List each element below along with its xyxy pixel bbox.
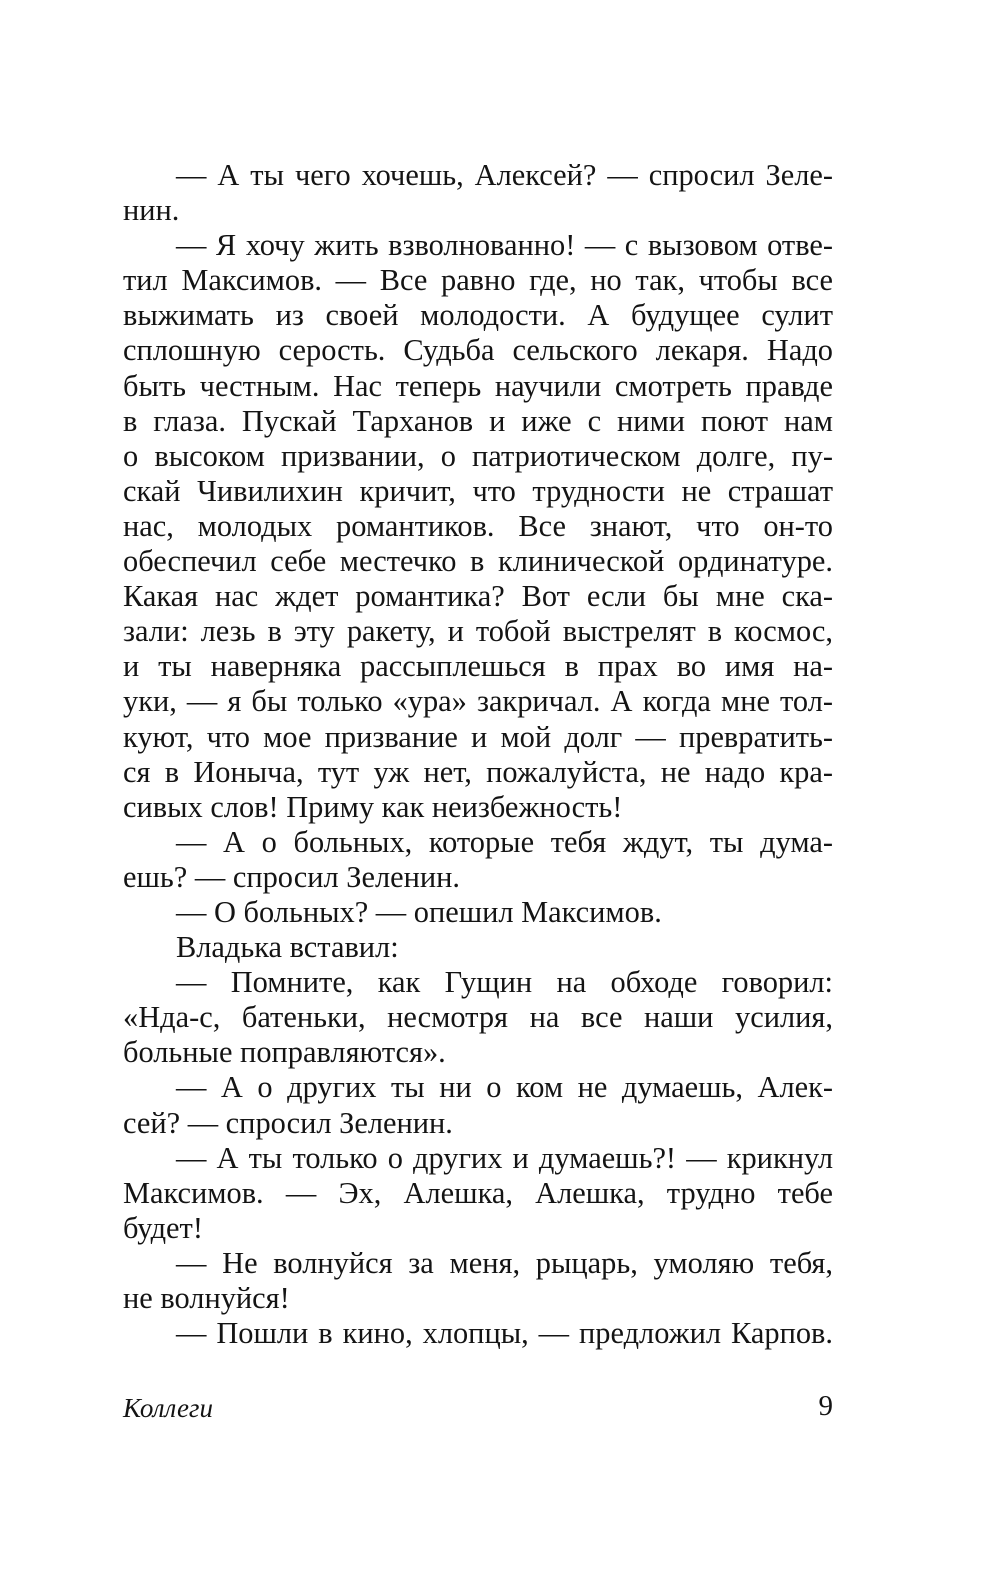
page-number: 9 (818, 1390, 833, 1422)
text-line: о высоком призвании, о патриотическом долге, пу- (123, 438, 833, 473)
text-line: быть честным. Нас теперь научили смотреть правде (123, 368, 833, 403)
text-line: ешь? — спросил Зеленин. (123, 859, 460, 894)
text-line: тил Максимов. — Все равно где, но так, чтобы все (123, 263, 833, 298)
text-line: сивых слов! Приму как неизбежность! (123, 789, 623, 824)
text-line: — Я хочу жить взволнованно! — с вызовом отве- (176, 228, 833, 263)
text-line: — Не волнуйся за меня, рыцарь, умоляю тебя, (176, 1245, 833, 1280)
text-line: в глаза. Пускай Тарханов и иже с ними поют нам (123, 403, 833, 438)
text-line: ся в Ионыча, тут уж нет, пожалуйста, не надо кра- (123, 754, 833, 789)
text-line: — О больных? — опешил Максимов. (176, 894, 662, 929)
text-line: уки, — я бы только «ура» закричал. А когда мне тол- (123, 684, 833, 719)
text-line: больные поправляются». (123, 1035, 446, 1070)
text-line: — А о больных, которые тебя ждут, ты дума- (176, 824, 833, 859)
text-line: выжимать из своей молодости. А будущее сулит (123, 298, 833, 333)
text-line: сей? — спросил Зеленин. (123, 1105, 453, 1140)
text-line: будет! (123, 1210, 203, 1245)
body-text (123, 158, 833, 1351)
text-line: «Нда-с, батеньки, несмотря на все наши усилия, (123, 1000, 833, 1035)
text-line: Какая нас ждет романтика? Вот если бы мне ска- (123, 579, 833, 614)
text-line: сплошную серость. Судьба сельского лекаря. Надо (123, 333, 833, 368)
text-line: Владька вставил: (176, 930, 399, 965)
text-line: — А ты чего хочешь, Алексей? — спросил Зеле- (176, 158, 833, 192)
text-line: нас, молодых романтиков. Все знают, что он-то (123, 508, 833, 543)
text-line: не волнуйся! (123, 1281, 290, 1315)
text-line: нин. (123, 193, 180, 228)
text-line: — А ты только о других и думаешь?! — крикнул (176, 1140, 833, 1175)
text-line: — Пошли в кино, хлопцы, — предложил Карпов. (176, 1316, 833, 1351)
text-line: — Помните, как Гущин на обходе говорил: (176, 965, 833, 1000)
text-line: Максимов. — Эх, Алешка, Алешка, трудно тебе (123, 1175, 833, 1210)
text-line: обеспечил себе местечко в клинической ординатуре. (123, 544, 833, 579)
text-line: зали: лезь в эту ракету, и тобой выстрелят в космос, (123, 614, 833, 649)
text-line: — А о других ты ни о ком не думаешь, Алек- (176, 1070, 833, 1105)
text-line: скай Чивилихин кричит, что трудности не страшат (123, 473, 833, 508)
running-footer-title: Коллеги (123, 1393, 213, 1423)
text-line: и ты наверняка рассыплешься в прах во имя на- (123, 649, 833, 684)
text-line: куют, что мое призвание и мой долг — превратить- (123, 719, 833, 754)
